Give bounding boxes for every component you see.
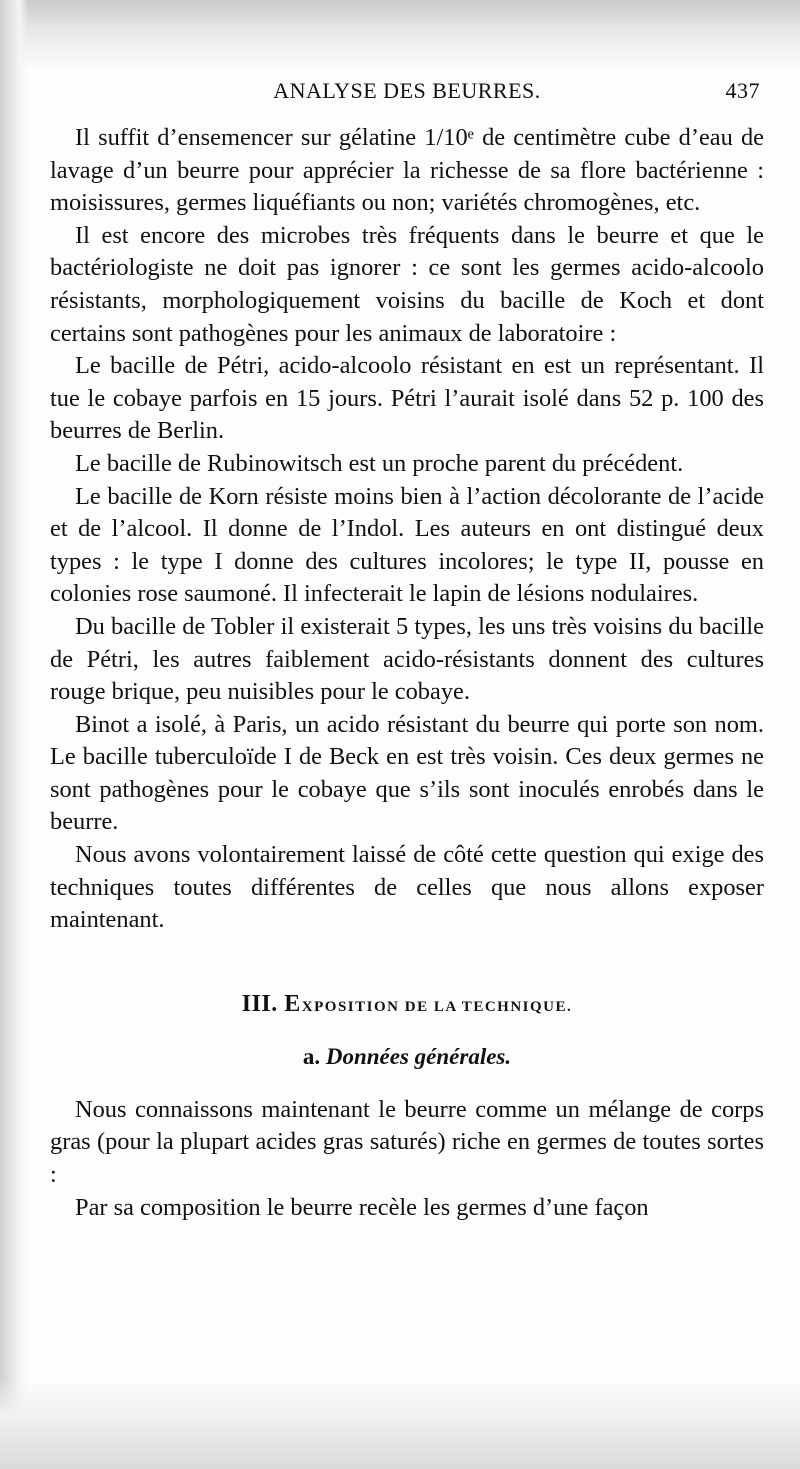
- scan-edge-top: [0, 0, 800, 70]
- section-number: III.: [241, 990, 278, 1017]
- section-title-rest: XPOSITION DE LA TECHNIQUE.: [301, 998, 573, 1015]
- section-title-initial: E: [284, 990, 302, 1017]
- running-head: [50, 78, 764, 108]
- paragraph: Le bacille de Korn résiste moins bien à l’action décolorante de l’acide et de l’alcool. Il donne de l’Indol. Les auteurs en ont distingué deux types : le type I donne des cultures incolores; le type II, pousse en colonies rose saumoné. Il infecterait le lapin de lésions nodulaires.: [50, 482, 764, 608]
- section-title: [284, 990, 573, 1017]
- paragraph: Le bacille de Rubinowitsch est un proche parent du précédent.: [75, 449, 684, 477]
- paragraph: Il est encore des microbes très fréquents dans le beurre et que le bactériologiste ne doit pas ignorer : ce sont les germes acido-alcoolo résistants, morphologiquement voisins du bacille de Koch et dont certains sont pathogènes pour les animaux de laboratoire :: [50, 221, 764, 347]
- page-number: 437: [725, 78, 760, 103]
- subsection-heading: [50, 1044, 764, 1070]
- paragraph: Binot a isolé, à Paris, un acido résistant du beurre qui porte son nom. Le bacille tuberculoïde I de Beck en est très voisin. Ces deux germes ne sont pathogènes pour le cobaye que s’ils sont inoculés enrobés dans le beurre.: [50, 710, 764, 836]
- section-heading: [50, 991, 764, 1018]
- running-title: ANALYSE DES BEURRES.: [273, 78, 541, 103]
- paragraph: Nous connaissons maintenant le beurre comme un mélange de corps gras (pour la plupart acides gras saturés) riche en germes de toutes sortes :: [50, 1095, 764, 1189]
- paragraph: Du bacille de Tobler il existerait 5 types, les uns très voisins du bacille de Pétri, les autres faiblement acido-résistants donnent des cultures rouge brique, peu nuisibles pour le cobaye.: [50, 612, 764, 706]
- paragraph: Il suffit d’ensemencer sur gélatine 1/10ᵉ de centimètre cube d’eau de lavage d’un beurre pour apprécier la richesse de sa flore bactérienne : moisissures, germes liquéfiants ou non; variétés chromogènes, etc.: [50, 124, 764, 217]
- paragraph: Par sa composition le beurre recèle les germes d’une façon: [75, 1193, 649, 1221]
- paragraph: Le bacille de Pétri, acido-alcoolo résistant en est un représentant. Il tue le cobaye parfois en 15 jours. Pétri l’aurait isolé dans 52 p. 100 des beurres de Berlin.: [50, 352, 764, 445]
- subsection-letter: a.: [302, 1043, 321, 1069]
- scan-edge-bottom: [0, 1379, 800, 1469]
- paragraph: Nous avons volontairement laissé de côté cette question qui exige des techniques toutes différentes de celles que nous allons exposer maintenant.: [50, 841, 764, 934]
- body-text: [50, 122, 764, 1224]
- scan-edge-left: [0, 0, 28, 1469]
- subsection-title: Données générales.: [325, 1043, 512, 1069]
